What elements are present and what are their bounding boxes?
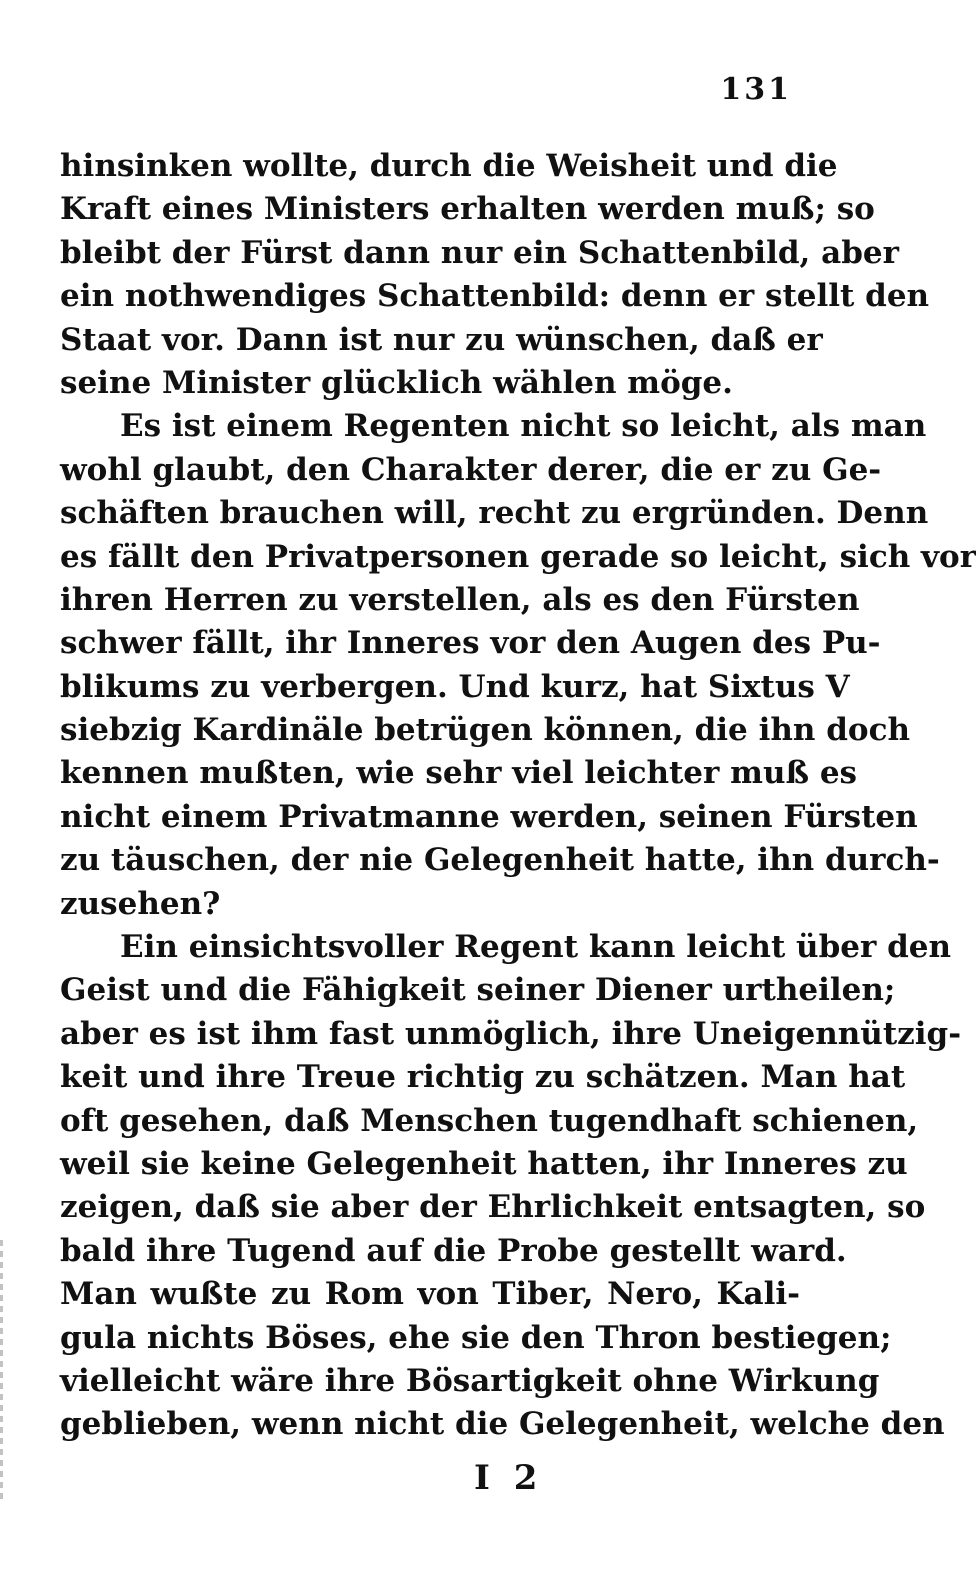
- text-line: blikums zu verbergen. Und kurz, hat Sixtus V: [60, 668, 850, 705]
- text-line: keit und ihre Treue richtig zu schätzen. Man hat: [60, 1059, 906, 1096]
- text-line: hinsinken wollte, durch die Weisheit und die: [60, 148, 838, 184]
- text-line: wohl glaubt, den Charakter derer, die er zu Ge-: [60, 451, 882, 488]
- page-number: 131: [720, 72, 792, 107]
- text-line: Es ist einem Regenten nicht so leicht, als man: [120, 408, 927, 445]
- text-line: geblieben, wenn nicht die Gelegenheit, welche den: [60, 1406, 945, 1443]
- text-line: aber es ist ihm fast unmöglich, ihre Uneigennützig-: [60, 1015, 962, 1052]
- text-line: Kraft eines Ministers erhalten werden muß; so: [60, 191, 875, 228]
- text-line: ein nothwendiges Schattenbild: denn er stellt den: [60, 278, 930, 315]
- text-line: schwer fällt, ihr Inneres vor den Augen des Pu-: [60, 625, 881, 662]
- page-edge-shadow: [0, 1240, 3, 1500]
- text-line: ihren Herren zu verstellen, als es den Fürsten: [60, 581, 860, 618]
- text-line: oft gesehen, daß Menschen tugendhaft schienen,: [60, 1102, 919, 1139]
- text-line: Staat vor. Dann ist nur zu wünschen, daß er: [60, 321, 823, 358]
- text-line: Man wußte zu Rom von Tiber, Nero, Kali-: [60, 1276, 800, 1313]
- text-line: seine Minister glücklich wählen möge.: [60, 364, 733, 401]
- text-line: bald ihre Tugend auf die Probe gestellt ward.: [60, 1232, 847, 1269]
- text-line: Ein einsichtsvoller Regent kann leicht über den: [120, 929, 952, 966]
- text-line: bleibt der Fürst dann nur ein Schattenbild, aber: [60, 234, 899, 271]
- body-text: [60, 145, 976, 1447]
- text-line: zusehen?: [60, 885, 221, 922]
- text-line: kennen mußten, wie sehr viel leichter muß es: [60, 755, 858, 792]
- text-line: es fällt den Privatpersonen gerade so leicht, sich vor: [60, 538, 976, 575]
- text-line: zu täuschen, der nie Gelegenheit hatte, ihn durch-: [60, 842, 940, 879]
- signature-mark: I 2: [474, 1458, 544, 1498]
- text-line: weil sie keine Gelegenheit hatten, ihr Inneres zu: [60, 1145, 908, 1182]
- text-line: siebzig Kardinäle betrügen können, die ihn doch: [60, 712, 910, 749]
- text-line: nicht einem Privatmanne werden, seinen Fürsten: [60, 798, 918, 835]
- text-line: schäften brauchen will, recht zu ergründen. Denn: [60, 495, 929, 532]
- text-line: Geist und die Fähigkeit seiner Diener urtheilen;: [60, 972, 896, 1009]
- text-line: gula nichts Böses, ehe sie den Thron bestiegen;: [60, 1319, 892, 1356]
- text-line: zeigen, daß sie aber der Ehrlichkeit entsagten, so: [60, 1189, 926, 1226]
- text-line: vielleicht wäre ihre Bösartigkeit ohne Wirkung: [60, 1362, 880, 1399]
